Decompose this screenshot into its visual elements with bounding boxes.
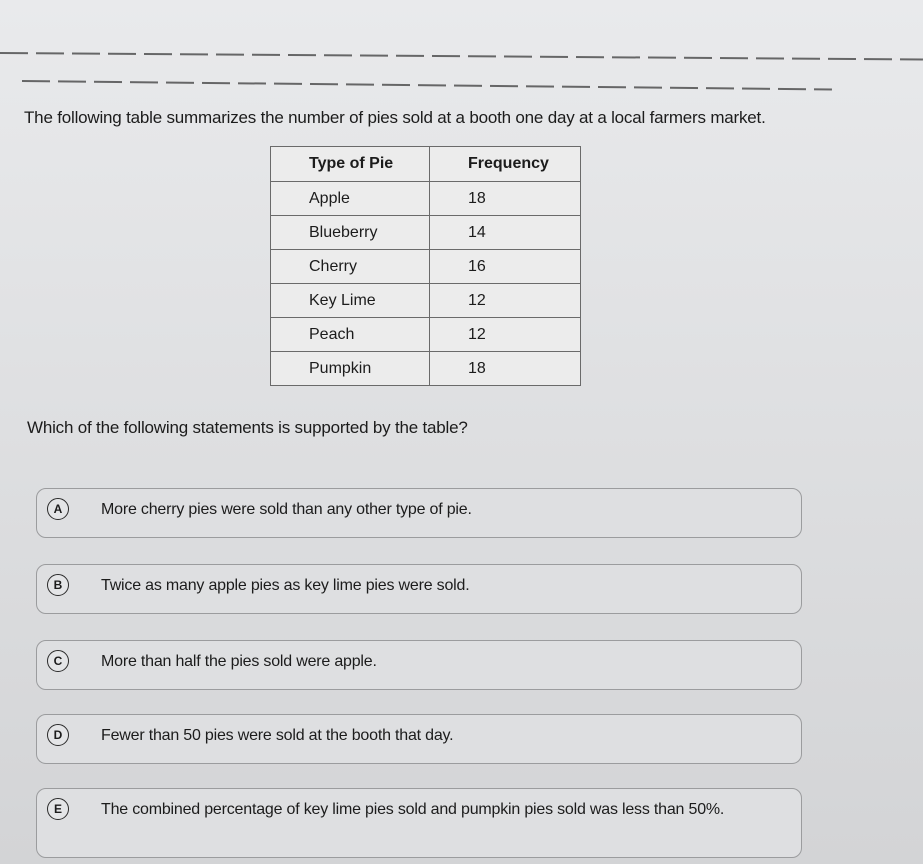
choice-text-c: More than half the pies sold were apple. [101,653,377,670]
table-cell-frequency: 14 [430,216,581,250]
table-cell-type: Blueberry [271,216,430,250]
table-cell-type: Peach [271,318,430,352]
column-header-type: Type of Pie [271,147,430,182]
pie-frequency-table [270,146,581,386]
answer-choice-a[interactable] [36,488,802,538]
table-cell-type: Apple [271,182,430,216]
choice-text-a: More cherry pies were sold than any other type of pie. [101,501,472,518]
table-row [271,216,581,250]
table-cell-type: Cherry [271,250,430,284]
column-header-frequency: Frequency [430,147,581,182]
choice-text-b: Twice as many apple pies as key lime pies were sold. [101,577,470,594]
table-row [271,284,581,318]
choice-text-e: The combined percentage of key lime pies sold and pumpkin pies sold was less than 50%. [101,801,725,818]
choice-text-d: Fewer than 50 pies were sold at the booth that day. [101,727,454,744]
table-row [271,182,581,216]
choice-letter-c: C [47,650,69,672]
table-header-row [271,147,581,182]
table-cell-frequency: 12 [430,318,581,352]
answer-choice-e[interactable] [36,788,802,858]
table-row [271,318,581,352]
table-cell-type: Key Lime [271,284,430,318]
question-prompt: The following table summarizes the number of pies sold at a booth one day at a local farmers market. [24,108,766,127]
table-cell-frequency: 18 [430,352,581,386]
table-cell-type: Pumpkin [271,352,430,386]
table-row [271,250,581,284]
answer-choice-d[interactable] [36,714,802,764]
table-cell-frequency: 16 [430,250,581,284]
answer-choice-c[interactable] [36,640,802,690]
answer-choice-b[interactable] [36,564,802,614]
choice-letter-a: A [47,498,69,520]
table-cell-frequency: 12 [430,284,581,318]
choice-letter-e: E [47,798,69,820]
question-text: Which of the following statements is supported by the table? [27,418,468,437]
data-table [270,146,581,386]
table-cell-frequency: 18 [430,182,581,216]
choice-letter-b: B [47,574,69,596]
choice-letter-d: D [47,724,69,746]
table-row [271,352,581,386]
